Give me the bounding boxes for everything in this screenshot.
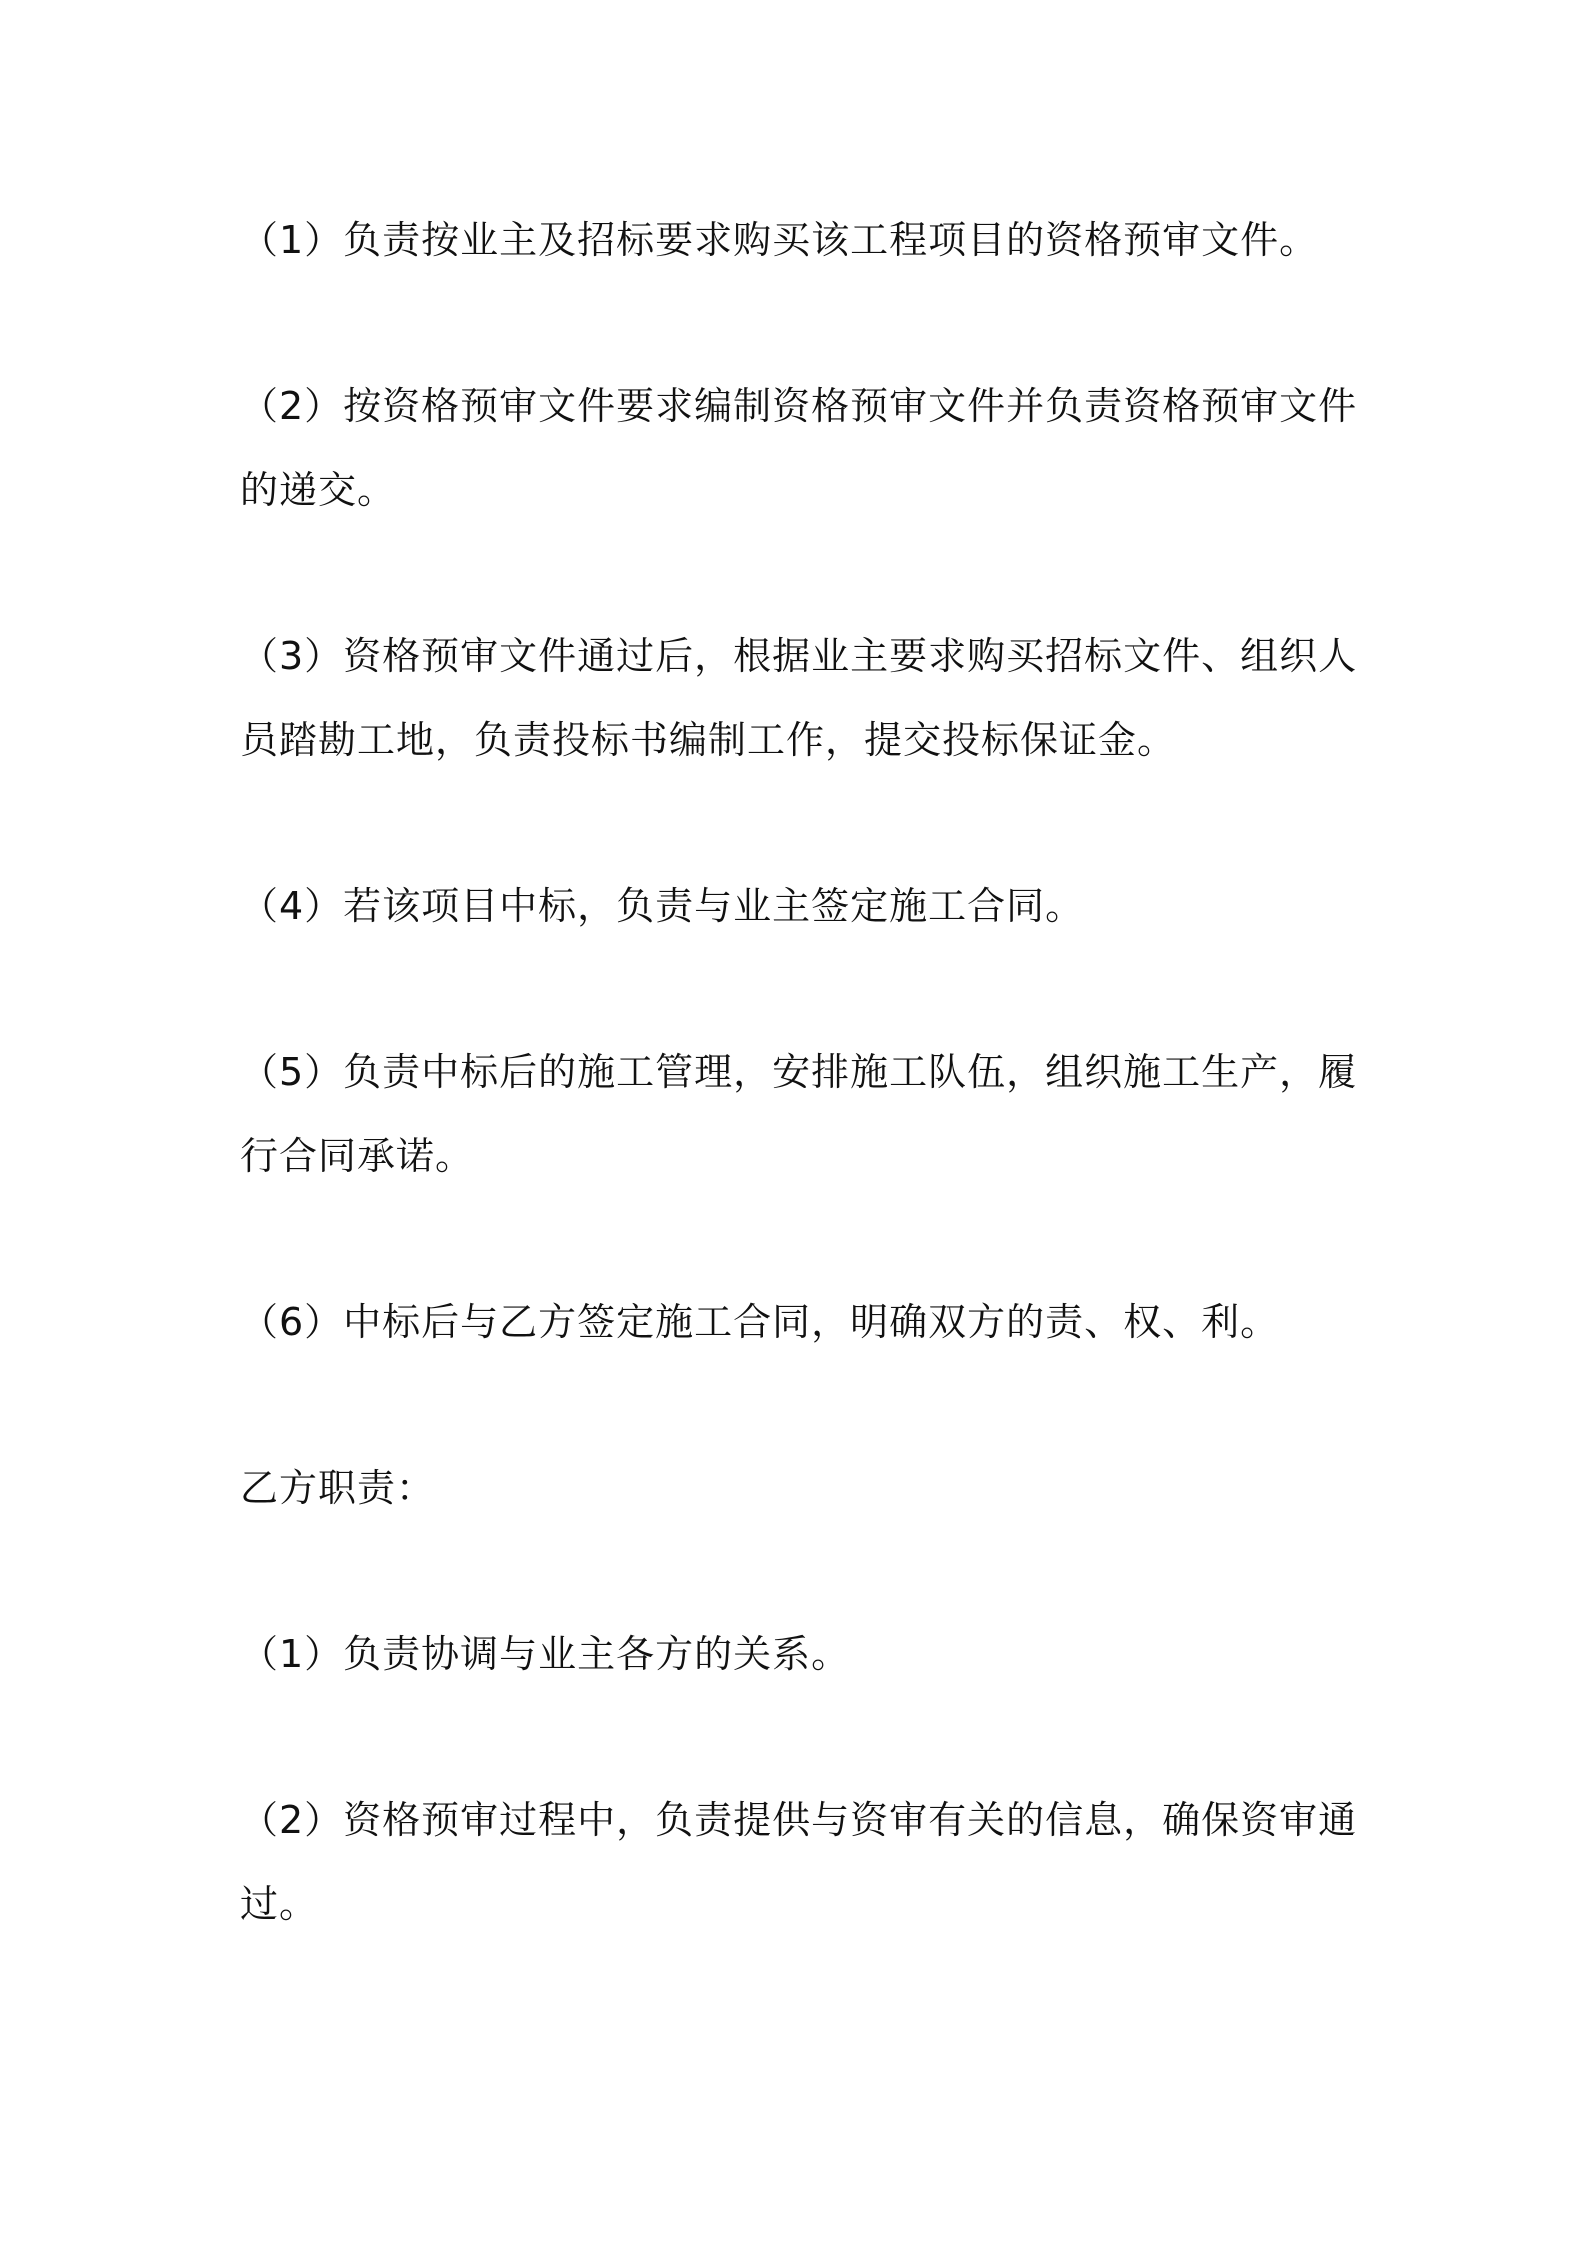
paragraph-7: （1）负责协调与业主各方的关系。 <box>240 1632 851 1676</box>
document-body <box>240 198 1360 2028</box>
paragraph-8: （2）资格预审过程中，负责提供与资审有关的信息，确保资审通过。 <box>240 1798 1358 1926</box>
paragraph-4: （4）若该项目中标，负责与业主签定施工合同。 <box>240 884 1085 928</box>
paragraph-2: （2）按资格预审文件要求编制资格预审文件并负责资格预审文件的递交。 <box>240 384 1358 512</box>
paragraph-3: （3）资格预审文件通过后，根据业主要求购买招标文件、组织人员踏勘工地，负责投标书编制工作，提交投标保证金。 <box>240 634 1358 762</box>
section-heading: 乙方职责： <box>240 1466 436 1510</box>
paragraph-6: （6）中标后与乙方签定施工合同，明确双方的责、权、利。 <box>240 1300 1280 1344</box>
paragraph-5: （5）负责中标后的施工管理，安排施工队伍，组织施工生产，履行合同承诺。 <box>240 1050 1358 1178</box>
paragraph-1: （1）负责按业主及招标要求购买该工程项目的资格预审文件。 <box>240 218 1319 262</box>
